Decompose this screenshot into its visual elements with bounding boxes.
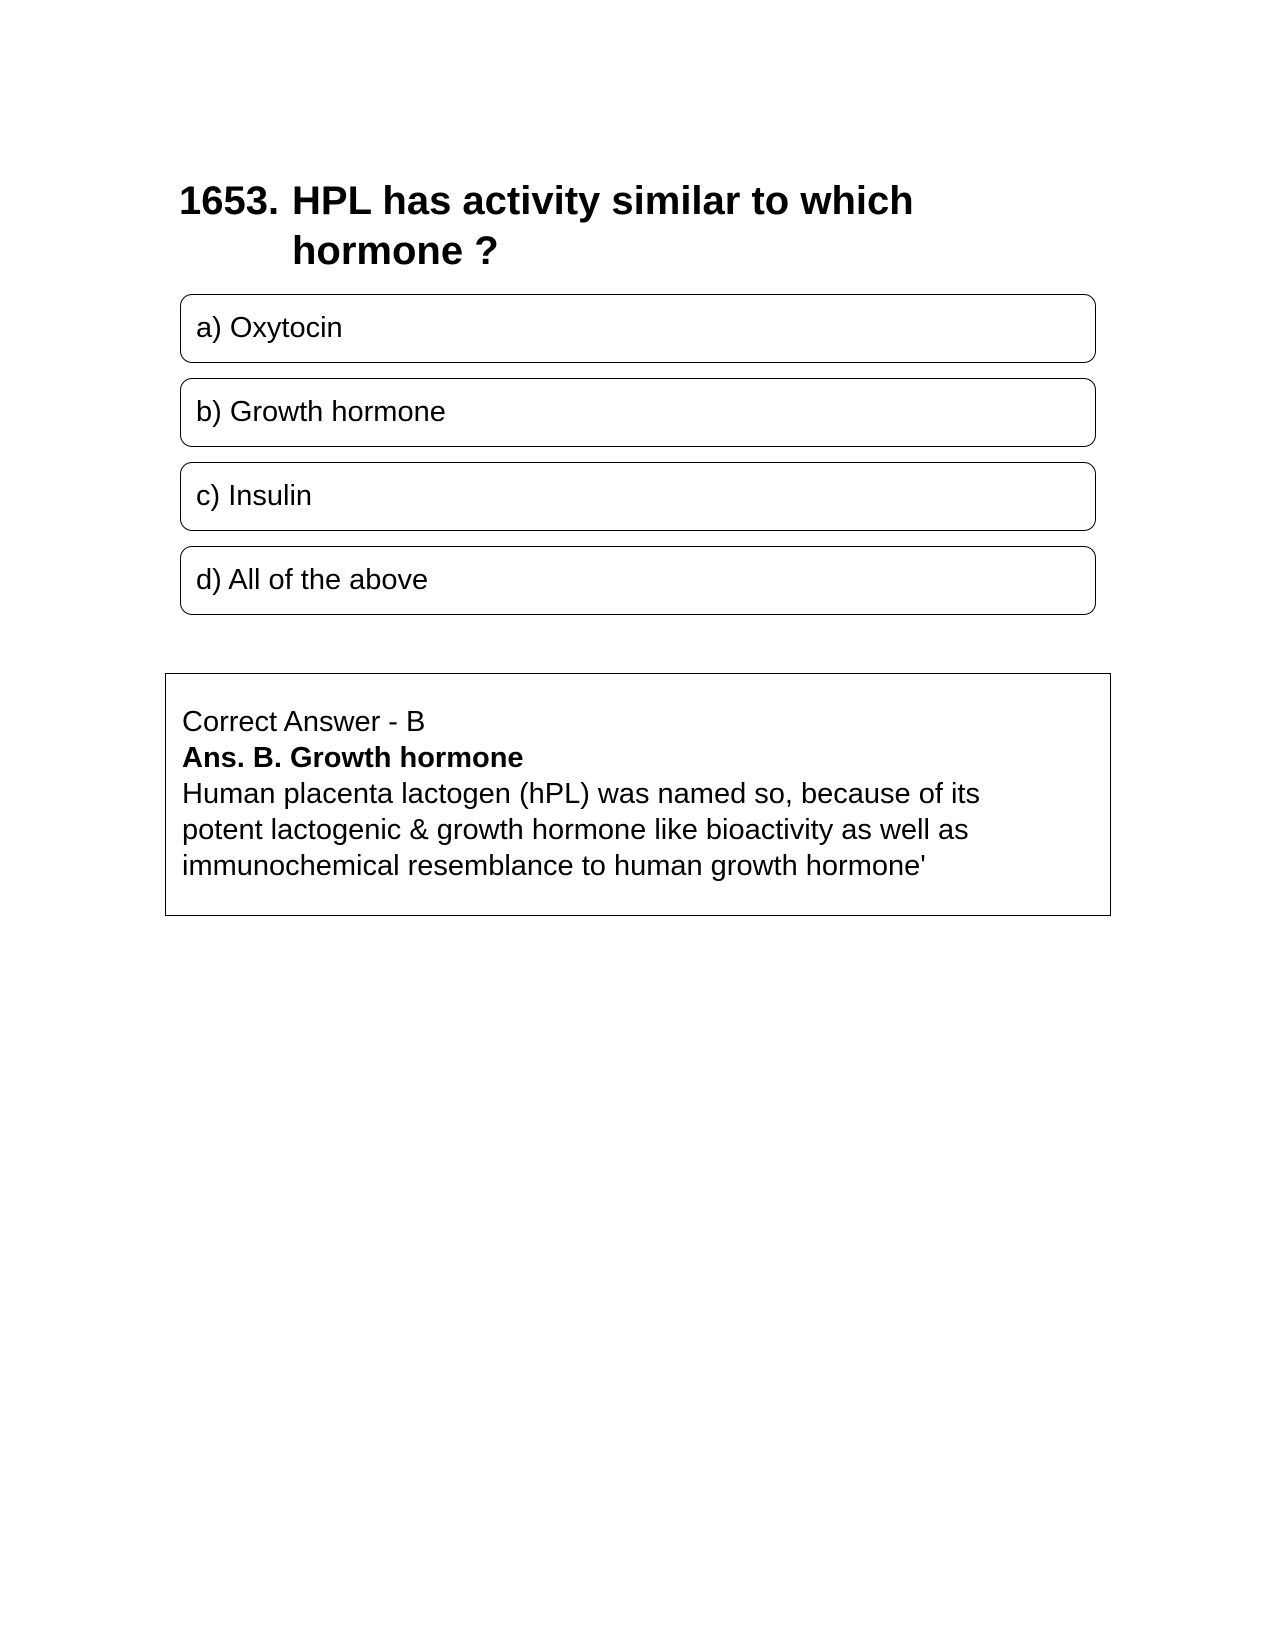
answer-box [165, 673, 1111, 916]
explanation-line: potent lactogenic & growth hormone like bioactivity as well as [182, 814, 969, 846]
option-b[interactable]: b) Growth hormone [180, 378, 1096, 447]
option-a[interactable]: a) Oxytocin [180, 294, 1096, 363]
option-c[interactable]: c) Insulin [180, 462, 1096, 531]
question-heading [179, 176, 1019, 276]
correct-answer-line: Correct Answer - B [182, 706, 426, 738]
explanation-line: immunochemical resemblance to human growth hormone' [182, 850, 926, 882]
option-d[interactable]: d) All of the above [180, 546, 1096, 615]
question-text: HPL has activity similar to which hormone ? [292, 179, 914, 273]
options-list [180, 294, 1096, 630]
explanation-line: Human placenta lactogen (hPL) was named so, because of its [182, 778, 980, 810]
answer-heading: Ans. B. Growth hormone [182, 742, 524, 774]
question-number: 1653. [179, 179, 280, 223]
